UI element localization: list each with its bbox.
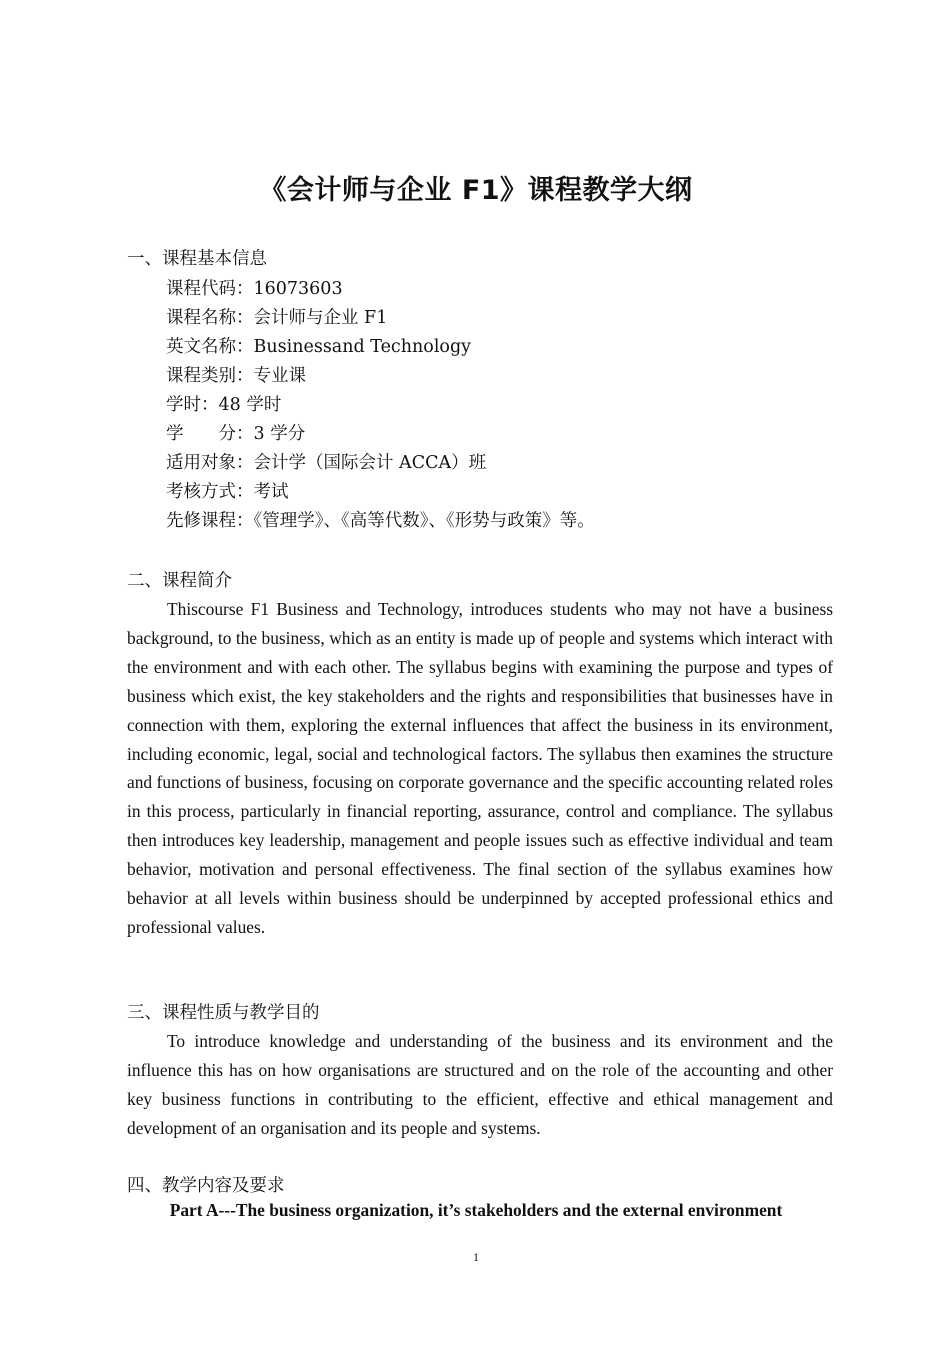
section-heading-nature: 三、课程性质与教学目的	[127, 1003, 320, 1023]
info-audience: 适用对象：会计学（国际会计 ACCA）班	[166, 453, 487, 473]
section-heading-basic-info: 一、课程基本信息	[127, 249, 267, 269]
page-title: 《会计师与企业 F1》课程教学大纲	[259, 175, 693, 206]
info-assessment: 考核方式：考试	[166, 482, 289, 502]
page-number: 1	[473, 1250, 479, 1264]
info-credits: 学 分：3 学分	[166, 424, 306, 444]
info-prerequisites: 先修课程：《管理学》、《高等代数》、《形势与政策》等。	[166, 511, 595, 531]
section-heading-intro: 二、课程简介	[127, 571, 232, 591]
info-hours: 学时：48 学时	[166, 395, 282, 415]
nature-paragraph: To introduce knowledge and understanding of the business and its environment and the influence this has on how organisations are structured and on the role of the accounting and other key business functions in contributing to the efficient, effective and ethical management and development of an organisation and its people and systems.	[127, 1031, 833, 1138]
info-course-code: 课程代码：16073603	[166, 279, 343, 299]
part-a-title: Part A---The business organization, it’s stakeholders and the external environment	[169, 1200, 783, 1220]
basic-info-list	[166, 275, 595, 536]
info-course-category: 课程类别：专业课	[166, 366, 306, 386]
intro-paragraph: Thiscourse F1 Business and Technology, introduces students who may not have a business background, to the business, which as an entity is made up of people and systems which interact with the environment and with each other. The syllabus begins with examining the purpose and types of business which exist, the key stakeholders and the rights and responsibilities that businesses have in connection with them, exploring the external influences that affect the business in its environment, including economic, legal, social and technological factors. The syllabus then examines the structure and functions of business, focusing on corporate governance and the specific accounting related roles in this process, particularly in financial reporting, assurance, control and compliance. The syllabus then introduces key leadership, management and people issues such as effective individual and team behavior, motivation and personal effectiveness. The final section of the syllabus examines how behavior at all levels within business should be underpinned by accepted professional ethics and professional values.	[127, 599, 833, 937]
info-english-name: 英文名称：Businessand Technology	[166, 337, 472, 357]
section-heading-content: 四、教学内容及要求	[127, 1176, 285, 1196]
info-course-name: 课程名称：会计师与企业 F1	[166, 308, 388, 328]
